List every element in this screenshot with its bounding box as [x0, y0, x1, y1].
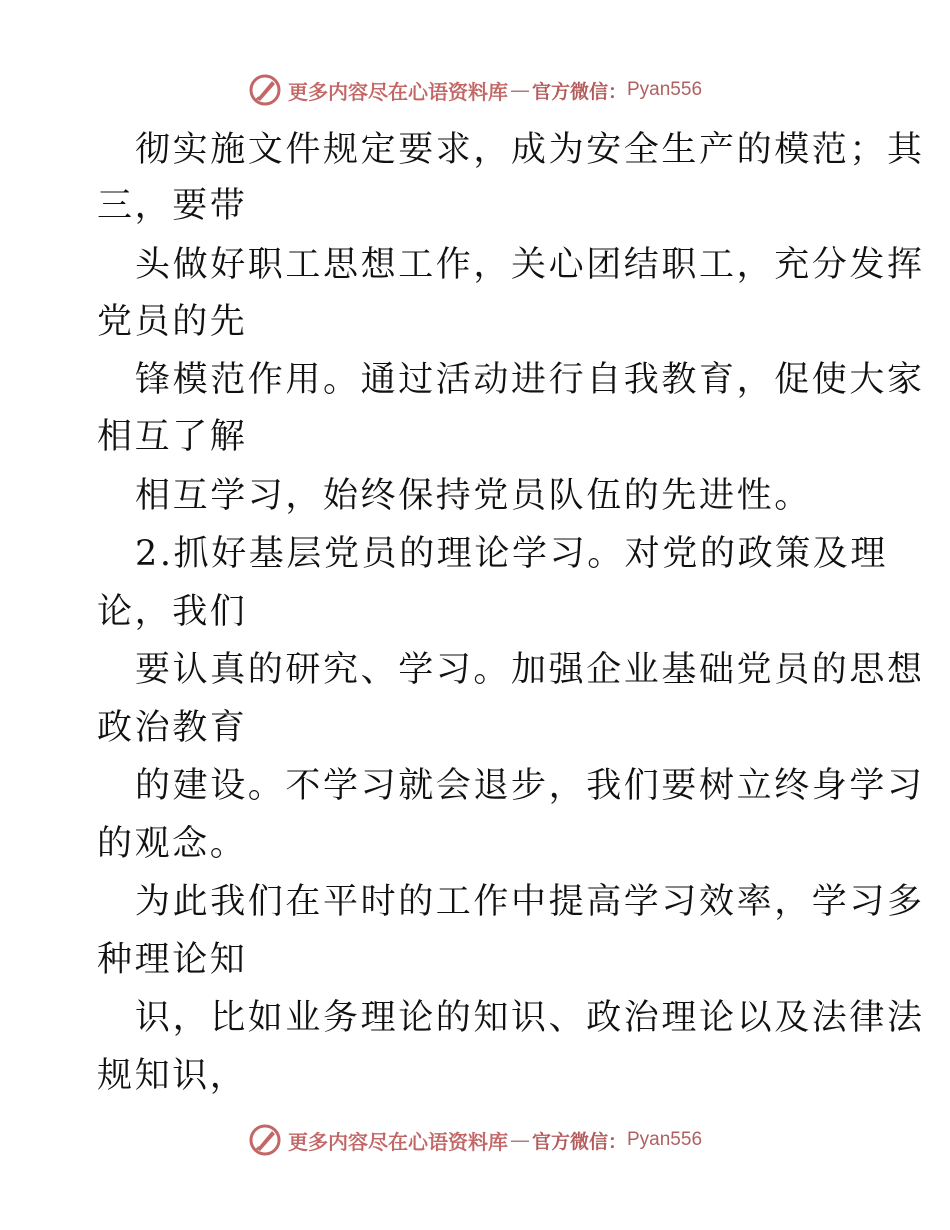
banner-separator: —	[509, 78, 530, 102]
quill-logo-icon	[248, 73, 282, 107]
banner-wechat-id: Pyan556	[627, 79, 703, 100]
body-line: 三，要带	[97, 186, 248, 226]
banner-text: 更多内容尽在心语资料库	[287, 79, 508, 104]
body-line: 的建设。不学习就会退步，我们要树立终身学习	[135, 766, 925, 806]
body-line: 锋模范作用。通过活动进行自我教育，促使大家	[135, 360, 925, 400]
body-line: 相互学习，始终保持党员队伍的先进性。	[135, 476, 812, 516]
body-line: 识，比如业务理论的知识、政治理论以及法律法	[135, 998, 925, 1038]
banner-wechat-label: 官方微信：	[531, 1130, 627, 1153]
body-line: 论，我们	[97, 592, 248, 632]
banner-wechat-id: Pyan556	[627, 1129, 703, 1150]
body-line: 种理论知	[97, 940, 248, 980]
body-line: 要认真的研究、学习。加强企业基础党员的思想	[135, 650, 925, 690]
body-line: 彻实施文件规定要求，成为安全生产的模范；其	[135, 130, 925, 170]
footer-banner	[0, 1120, 950, 1160]
body-line: 政治教育	[97, 708, 248, 748]
banner-wechat-label: 官方微信：	[531, 80, 627, 103]
header-banner	[0, 70, 950, 110]
banner-text: 更多内容尽在心语资料库	[287, 1129, 508, 1154]
body-line: 为此我们在平时的工作中提高学习效率，学习多	[135, 882, 925, 922]
body-line: 党员的先	[97, 302, 248, 342]
body-line: 的观念。	[97, 824, 248, 864]
quill-logo-icon	[248, 1123, 282, 1157]
banner-separator: —	[509, 1128, 530, 1152]
body-line: 相互了解	[97, 417, 248, 457]
body-line: 2.抓好基层党员的理论学习。对党的政策及理	[135, 534, 888, 574]
body-line: 规知识，	[97, 1056, 248, 1096]
body-line: 头做好职工思想工作，关心团结职工，充分发挥	[135, 245, 925, 285]
